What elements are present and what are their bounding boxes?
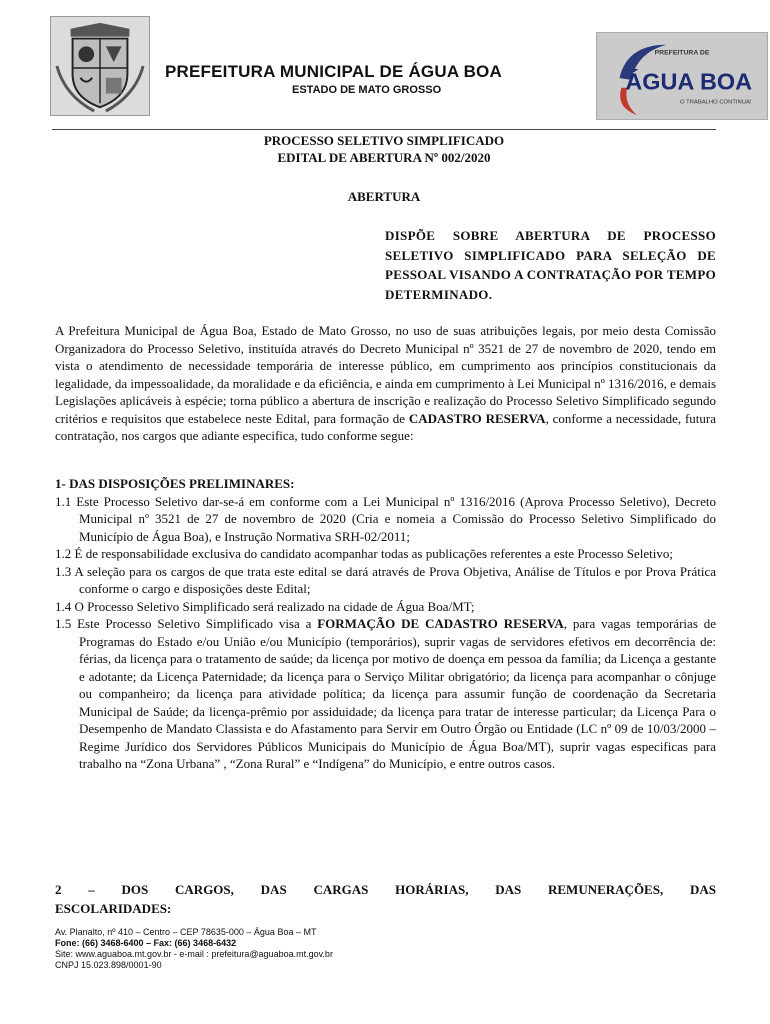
section-2-word: CARGOS,	[175, 882, 234, 897]
item-1-1: 1.1 Este Processo Seletivo dar-se-á em conforme com a Lei Municipal nº 1316/2016 (Aprova Processo Seletivo), Decreto Municipal nº 3521 de 27 de novembro de 2020 (Cria e nomeia a Comissão do Processo Seletivo Simplificado do Município de Água Boa), e Instrução Normativa SRH-02/2011;	[55, 493, 716, 544]
municipal-logo-icon	[596, 32, 768, 120]
item-1-2: 1.2 É de responsabilidade exclusiva do candidato acompanhar todas as publicações referentes a este Processo Seletivo;	[55, 546, 674, 561]
footer-cnpj: CNPJ 15.023.898/0001-90	[55, 960, 162, 970]
footer-address: Av. Planalto, nº 410 – Centro – CEP 78635-000 – Água Boa – MT	[55, 927, 317, 937]
section-2-word: DAS	[689, 882, 716, 897]
section-2-word: DOS	[121, 882, 149, 897]
doc-title-abertura: ABERTURA	[347, 189, 421, 204]
section-1-heading: 1- DAS DISPOSIÇÕES PRELIMINARES:	[55, 476, 295, 491]
section-2-word: DAS	[495, 882, 522, 897]
header-divider	[52, 129, 716, 130]
ementa: DISPÕE SOBRE ABERTURA DE PROCESSO SELETIVO SIMPLIFICADO PARA SELEÇÃO DE PESSOAL VISANDO A CONTRATAÇÃO POR TEMPO DETERMINADO.	[385, 228, 716, 302]
logo-name: ÁGUA BOA	[625, 68, 753, 95]
header-title: PREFEITURA MUNICIPAL DE ÁGUA BOA	[165, 62, 502, 81]
logo-tagline: O TRABALHO CONTINUA!	[680, 99, 752, 106]
intro-text-b: , conforme a necessidade, futura contratação, nos cargos que adiante especifica, tudo conforme segue:	[55, 410, 716, 443]
footer-phone: Fone: (66) 3468-6400 – Fax: (66) 3468-6432	[55, 938, 237, 948]
intro-bold: CADASTRO RESERVA	[408, 410, 546, 426]
item-1-3: 1.3 A seleção para os cargos de que trata este edital se dará através de Prova Objetiva, Análise de Títulos e por Prova Prática conforme o cargo e disposições deste Edital;	[55, 563, 716, 596]
footer-site: Site: www.aguaboa.mt.gov.br - e-mail : prefeitura@aguaboa.mt.gov.br	[55, 949, 333, 959]
item-1-5-bold: FORMAÇÃO DE CADASTRO RESERVA	[317, 616, 564, 631]
section-2-word: HORÁRIAS,	[395, 882, 469, 897]
section-2-heading-line-2: ESCOLARIDADES:	[55, 901, 172, 916]
logo-small-text: PREFEITURA DE	[654, 49, 710, 57]
page-footer	[55, 927, 333, 971]
section-2-word: 2	[55, 882, 62, 897]
doc-title-line-1: PROCESSO SELETIVO SIMPLIFICADO	[263, 133, 505, 148]
item-1-5-text-b: , para vagas temporárias de Programas do Estado e/ou União e/ou Município (temporários), suprir vagas de servidores efetivos em decorrência de: férias, da licença para o tratamento de saúde; da licença por motivo de doença em pessoa da família; da Licença a gestante e adotante; da Licença Paternidade; da licença para o Serviço Militar obrigatório; da licença para acompanhar o cônjuge ou companheiro; da licença para atividade política; da licença para assumir função de coordenação da Secretaria Municipal de Saúde; da licença-prêmio por assiduidade; da licença para tratar de interesse particular; da Licença Para o Desempenho de Mandato Classista e do Afastamento para Servir em Outro Órgão ou Entidade (LC nº 09 de 10/03/2000 – Regime Jurídico dos Servidores Públicos Municipais do Município de Água Boa/MT), suprir vagas especificas para trabalho na “Zona Urbana” , “Zona Rural” e “Indígena” do Município, e entre outros casos.	[79, 616, 716, 771]
intro-paragraph	[55, 322, 716, 445]
item-1-4: 1.4 O Processo Seletivo Simplificado será realizado na cidade de Água Boa/MT;	[55, 598, 475, 614]
section-2-word: DAS	[260, 882, 287, 897]
section-2-heading-line-1	[55, 880, 716, 899]
header-subtitle: ESTADO DE MATO GROSSO	[292, 84, 442, 96]
item-1-5	[55, 615, 716, 773]
intro-text-a: A Prefeitura Municipal de Água Boa, Estado de Mato Grosso, no uso de suas atribuições legais, por meio desta Comissão Organizadora do Processo Seletivo, instituída através do Decreto Municipal nº 3521 de 27 de novembro de 2020, tendo em vista o atendimento de necessidade temporária de interesse público, em cumprimento aos princípios constitucionais da legalidade, da impessoalidade, da moralidade e da eficiência, e ainda em cumprimento à Lei Municipal nº 1316/2016, e demais Legislações aplicáveis à espécie; torna público a abertura de inscrição e realização do Processo Seletivo Simplificado segundo critérios e requisitos que estabelece neste Edital, para formação de	[55, 323, 717, 426]
item-1-5-text-a: 1.5 Este Processo Seletivo Simplificado visa a	[55, 616, 318, 631]
section-2-word: –	[88, 882, 95, 897]
section-2-heading	[55, 880, 716, 918]
section-2-word: REMUNERAÇÕES,	[548, 882, 664, 897]
doc-title-line-2: EDITAL DE ABERTURA Nº 002/2020	[277, 150, 491, 165]
section-1	[55, 475, 716, 773]
coat-of-arms-icon	[50, 16, 150, 116]
section-2-word: CARGAS	[313, 882, 369, 897]
